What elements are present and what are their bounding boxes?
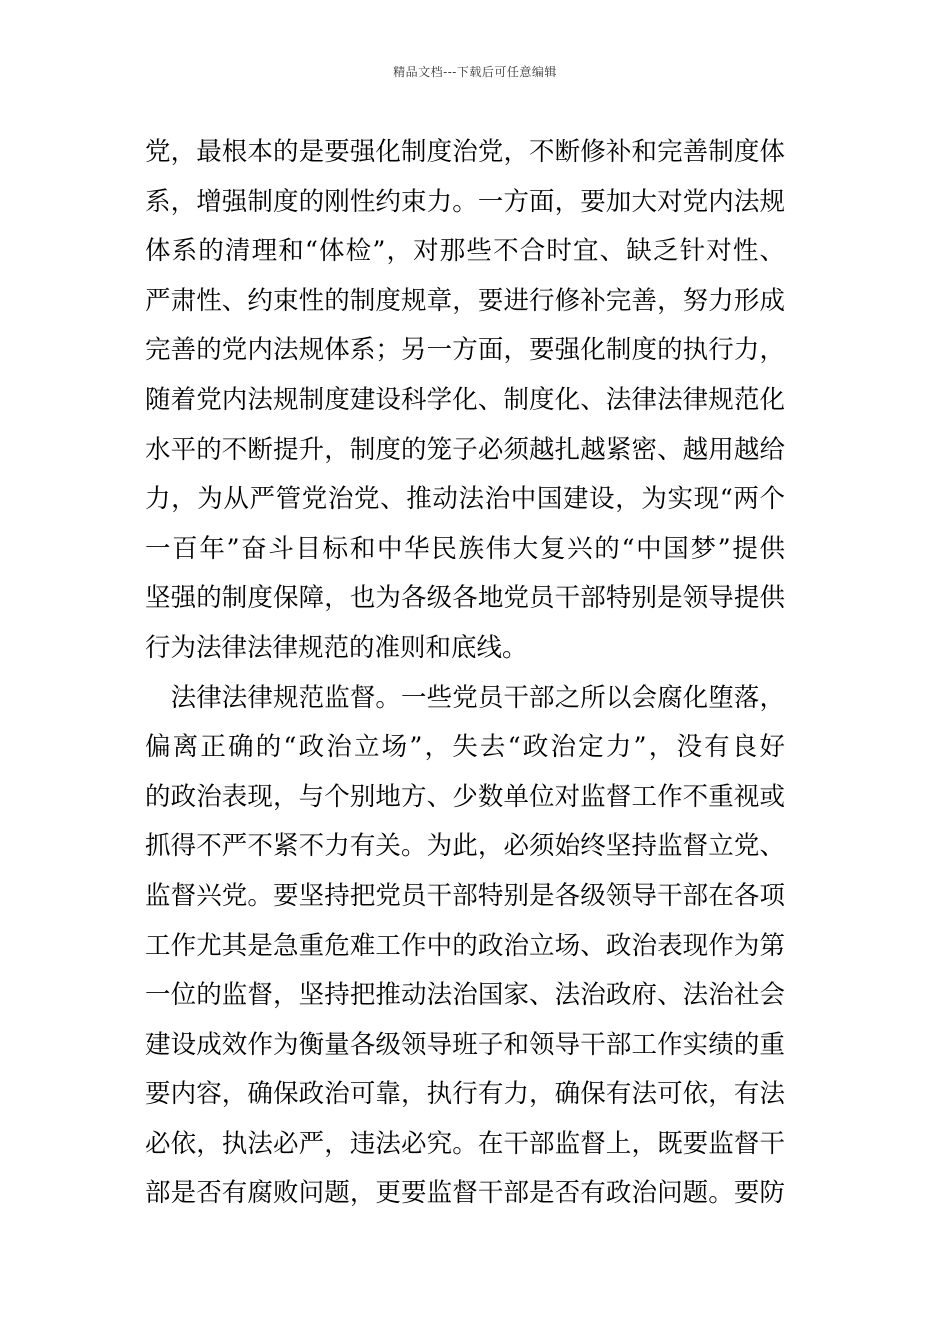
text-line: 力，为从严管党治党、推动法治中国建设，为实现“两个 xyxy=(145,484,785,515)
text-line: 偏离正确的“政治立场”，失去“政治定力”，没有良好 xyxy=(145,732,785,763)
text-line: 一百年”奋斗目标和中华民族伟大复兴的“中国梦”提供 xyxy=(145,533,785,564)
text-line: 要内容，确保政治可靠，执行有力，确保有法可依，有法 xyxy=(145,1079,785,1110)
paragraph-1 xyxy=(145,128,785,674)
text-line: 随着党内法规制度建设科学化、制度化、法律法律规范化 xyxy=(145,384,785,415)
text-line: 系，增强制度的刚性约束力。一方面，要加大对党内法规 xyxy=(145,186,785,217)
text-line: 法律法律规范监督。一些党员干部之所以会腐化堕落， xyxy=(145,682,785,713)
text-line: 党，最根本的是要强化制度治党，不断修补和完善制度体 xyxy=(145,137,785,167)
text-line: 工作尤其是急重危难工作中的政治立场、政治表现作为第 xyxy=(145,930,785,961)
text-line: 部是否有腐败问题，更要监督干部是否有政治问题。要防 xyxy=(145,1178,785,1209)
paragraph-2 xyxy=(145,674,785,1220)
text-line: 完善的党内法规体系；另一方面，要强化制度的执行力， xyxy=(145,335,785,366)
text-line: 一位的监督，坚持把推动法治国家、法治政府、法治社会 xyxy=(145,980,785,1011)
text-line: 水平的不断提升，制度的笼子必须越扎越紧密、越用越给 xyxy=(145,434,785,465)
text-line: 严肃性、约束性的制度规章，要进行修补完善，努力形成 xyxy=(145,285,785,316)
text-line: 的政治表现，与个别地方、少数单位对监督工作不重视或 xyxy=(145,781,785,812)
text-line: 体系的清理和“体检”，对那些不合时宜、缺乏针对性、 xyxy=(145,236,785,267)
text-line: 监督兴党。要坚持把党员干部特别是各级领导干部在各项 xyxy=(145,880,785,911)
page-header: 精品文档---下载后可任意编辑 xyxy=(393,65,557,79)
text-line: 必依，执法必严，违法必究。在干部监督上，既要监督干 xyxy=(145,1128,785,1159)
text-line: 行为法律法律规范的准则和底线。 xyxy=(145,632,528,663)
document-body xyxy=(145,128,785,1219)
text-line: 建设成效作为衡量各级领导班子和领导干部工作实绩的重 xyxy=(145,1029,785,1060)
text-line: 坚强的制度保障，也为各级各地党员干部特别是领导提供 xyxy=(145,583,785,614)
text-line: 抓得不严不紧不力有关。为此，必须始终坚持监督立党、 xyxy=(145,831,785,862)
